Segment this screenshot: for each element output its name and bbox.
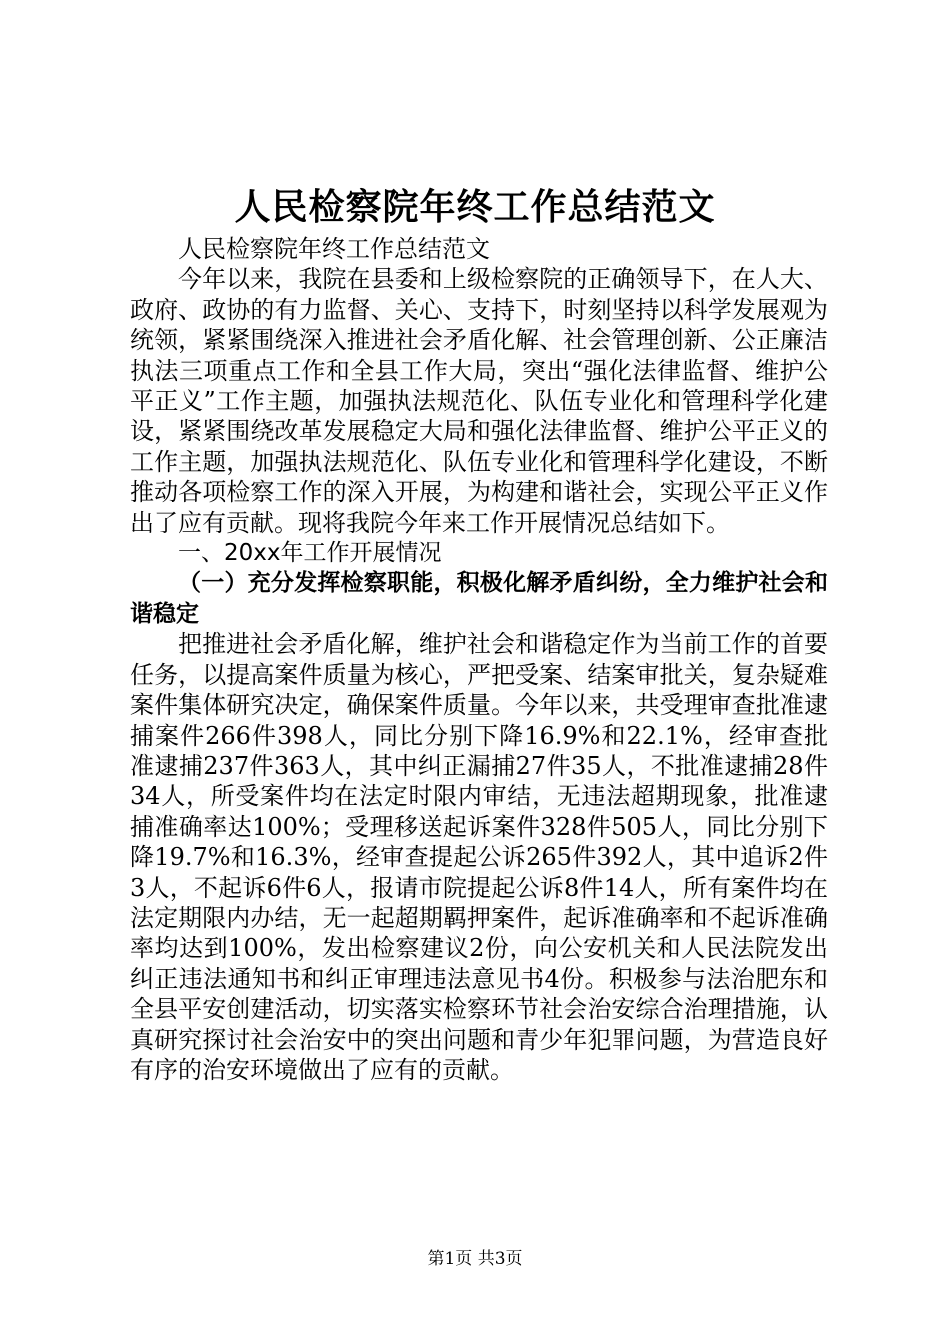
section-heading: 一、20xx年工作开展情况 bbox=[178, 540, 442, 567]
paragraph-intro: 今年以来，我院在县委和上级检察院的正确领导下，在人大、政府、政协的有力监督、关心、支持下，时刻坚持以科学发展观为统领，紧紧围绕深入推进社会矛盾化解、社会管理创新、公正廉洁执法三项重点工作和全县工作大局，突出“强化法律监督、维护公平正义”工作主题，加强执法规范化、队伍专业化和管理科学化建设，紧紧围绕改革发展稳定大局和强化法律监督、维护公平正义的工作主题，加强执法规范化、队伍专业化和管理科学化建设，不断推动各项检察工作的深入开展，为构建和谐社会，实现公平正义作出了应有贡献。现将我院今年来工作开展情况总结如下。 bbox=[130, 265, 828, 537]
paragraph-subtitle: 人民检察院年终工作总结范文 bbox=[178, 235, 490, 263]
document-body bbox=[130, 234, 828, 1085]
subsection-heading: （一）充分发挥检察职能，积极化解矛盾纠纷，全力维护社会和谐稳定 bbox=[130, 570, 828, 627]
paragraph-body: 把推进社会矛盾化解，维护社会和谐稳定作为当前工作的首要任务，以提高案件质量为核心，严把受案、结案审批关，复杂疑难案件集体研究决定，确保案件质量。今年以来，共受理审查批准逮捕案件266件398人，同比分别下降16.9%和22.1%，经审查批准逮捕237件363人，其中纠正漏捕27件35人，不批准逮捕28件34人，所受案件均在法定时限内审结，无违法超期现象，批准逮捕准确率达100%；受理移送起诉案件328件505人，同比分别下降19.7%和16.3%，经审查提起公诉265件392人，其中追诉2件3人，不起诉6件6人，报请市院提起公诉8件14人，所有案件均在法定期限内办结，无一起超期羁押案件，起诉准确率和不起诉准确率均达到100%，发出检察建议2份，向公安机关和人民法院发出纠正违法通知书和纠正审理违法意见书4份。积极参与法治肥东和全县平安创建活动，切实落实检察环节社会治安综合治理措施，认真研究探讨社会治安中的突出问题和青少年犯罪问题，为营造良好有序的治安环境做出了应有的贡献。 bbox=[130, 630, 828, 1084]
document-title: 人民检察院年终工作总结范文 bbox=[234, 186, 716, 228]
page-footer: 第1页 共3页 bbox=[427, 1249, 523, 1269]
